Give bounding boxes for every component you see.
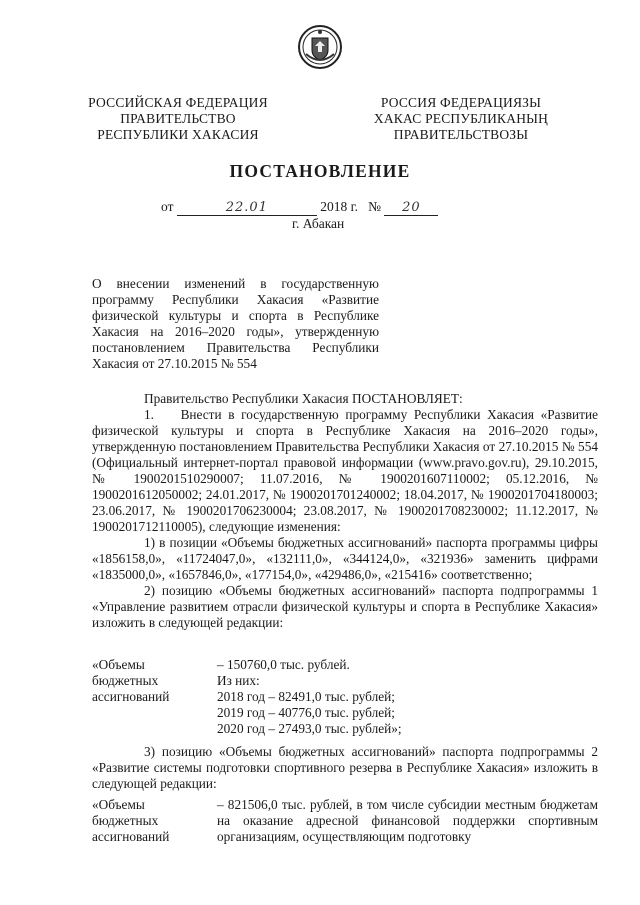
table-2-value: – 821506,0 тыс. рублей, в том числе субсидии местным бюджетам на оказание адресной финансовой поддержки спортивным организациям, осуществляющим подготовку — [217, 797, 598, 844]
subitem-3: 3) позицию «Объемы бюджетных ассигнований» паспорта подпрограммы 2 «Развитие системы подготовки спортивного резерва в Республике Хакасия» изложить в следующей редакции: — [92, 744, 598, 791]
label-line: ассигнований — [92, 689, 170, 704]
date-handwritten: 22.01 — [225, 200, 268, 215]
item-1: 1. Внести в государственную программу Республики Хакасия «Развитие физической культуры и спорта в Республике Хакасия на 2016–2020 годы», утвержденную постановлением Правительства Республики Хакасия от 27.10.2015 № 554 (Официальный интернет-портал правовой информации (www.pravo.gov.ru), 29.10.2015, № 1900201510290007; 11.07.2016, № 1900201607110002; 05.12.2016, № 1900201612050002; 24.01.2017, № 1900201701240002; 18.04.2017, № 1900201704180003; 23.06.2017, № 1900201706230004; 23.08.2017, № 1900201708230002; 11.12.2017, № 1900201712110005), следующие изменения: — [92, 407, 598, 534]
header-right-line: ХАКАС РЕСПУБЛИКАНЫҢ — [373, 111, 549, 126]
header-right-line: ПРАВИТЕЛЬСТВОЗЫ — [393, 127, 529, 142]
budget-table-1 — [92, 657, 598, 737]
subitem-1: 1) в позиции «Объемы бюджетных ассигнований» паспорта программы цифры «1856158,0», «11724047,0», «132111,0», «344124,0», «321936» заменить цифрами «1835000,0», «1657846,0», «177154,0», «429486,0», «215416» соответственно; — [92, 535, 598, 582]
header-left-line: ПРАВИТЕЛЬСТВО — [120, 111, 236, 126]
value-line: 2019 год – 40776,0 тыс. рублей; — [217, 705, 395, 720]
table-1-label — [92, 657, 202, 705]
decree-body-2 — [92, 744, 598, 792]
header-left-line: РЕСПУБЛИКИ ХАКАСИЯ — [97, 127, 259, 142]
value-line: Из них: — [217, 673, 260, 688]
header-left — [78, 95, 278, 143]
table-2-label — [92, 797, 202, 845]
subitem-2: 2) позицию «Объемы бюджетных ассигнований» паспорта подпрограммы 1 «Управление развитием отрасли физической культуры и спорта в Республике Хакасия» изложить в следующей редакции: — [92, 583, 598, 630]
date-year: 2018 г. — [320, 199, 358, 214]
decree-intro: Правительство Республики Хакасия ПОСТАНОВЛЯЕТ: — [144, 391, 463, 406]
date-line — [161, 199, 481, 216]
number-handwritten: 20 — [402, 200, 421, 215]
number-field — [384, 199, 438, 216]
budget-table-2 — [92, 797, 598, 847]
label-line: бюджетных — [92, 673, 159, 688]
document-title: ПОСТАНОВЛЕНИЕ — [229, 161, 411, 181]
value-line: – 150760,0 тыс. рублей. — [217, 657, 350, 672]
table-1-values — [217, 657, 598, 737]
number-label: № — [368, 199, 382, 214]
label-line: бюджетных — [92, 813, 159, 828]
decree-body — [92, 391, 598, 631]
label-line: ассигнований — [92, 829, 170, 844]
header-left-line: РОССИЙСКАЯ ФЕДЕРАЦИЯ — [88, 95, 268, 110]
value-line: 2018 год – 82491,0 тыс. рублей; — [217, 689, 395, 704]
header-right-line: РОССИЯ ФЕДЕРАЦИЯЗЫ — [380, 95, 542, 110]
value-line: 2020 год – 27493,0 тыс. рублей»; — [217, 721, 402, 736]
label-line: «Объемы — [92, 657, 145, 672]
date-prefix: от — [161, 199, 174, 214]
date-field — [177, 199, 317, 216]
header-right — [356, 95, 566, 143]
city: г. Абакан — [292, 216, 345, 231]
coat-of-arms-emblem — [297, 24, 343, 70]
label-line: «Объемы — [92, 797, 145, 812]
document-subject: О внесении изменений в государственную программу Республики Хакасия «Развитие физической культуры и спорта в Республике Хакасия на 2016–2020 годы», утвержденную постановлением Правительства Республики Хакасия от 27.10.2015 № 554 — [92, 276, 379, 371]
